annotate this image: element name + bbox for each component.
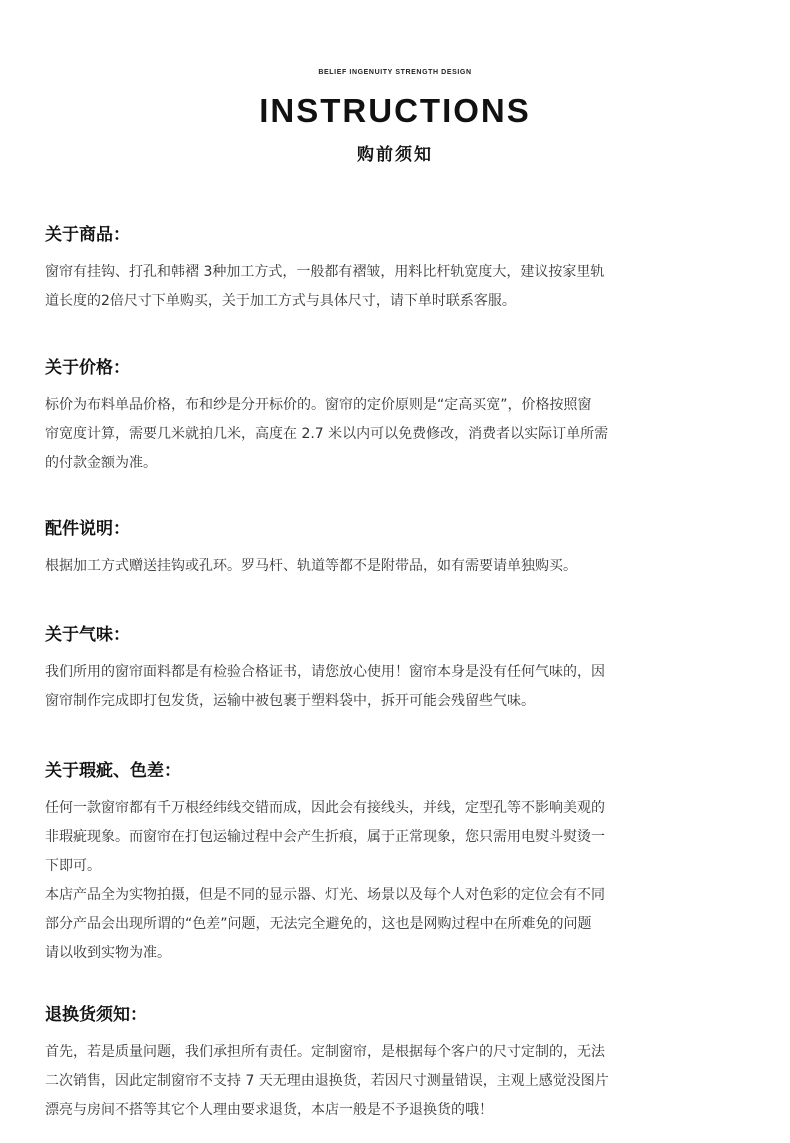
section-body: [45, 794, 750, 968]
page-title: INSTRUCTIONS: [259, 92, 531, 129]
body-line: 漂亮与房间不搭等其它个人理由要求退货，本店一般是不予退换货的哦！: [45, 1102, 493, 1118]
section-body: [45, 391, 750, 478]
section-accessories: [45, 518, 750, 581]
section-product: [45, 224, 750, 316]
body-line: 根据加工方式赠送挂钩或孔环。罗马杆、轨道等都不是附带品，如有需要请单独购买。: [45, 558, 577, 574]
body-line: 请以收到实物为准。: [45, 945, 171, 961]
body-line: 的付款金额为准。: [45, 455, 157, 471]
body-line: 非瑕疵现象。而窗帘在打包运输过程中会产生折痕，属于正常现象，您只需用电熨斗熨烫一: [45, 829, 605, 845]
body-line: 部分产品会出现所谓的“色差”问题，无法完全避免的，这也是网购过程中在所难免的问题: [45, 916, 592, 932]
section-body: [45, 658, 750, 716]
section-odor: [45, 624, 750, 716]
section-returns: [45, 1004, 750, 1125]
section-heading: 配件说明：: [45, 519, 130, 539]
body-line: 首先，若是质量问题，我们承担所有责任。定制窗帘，是根据每个客户的尺寸定制的，无法: [45, 1044, 605, 1060]
body-line: 标价为布料单品价格，布和纱是分开标价的。窗帘的定价原则是“定高买宽”，价格按照窗: [45, 397, 592, 413]
section-body: [45, 1038, 750, 1125]
body-line: 下即可。: [45, 858, 101, 874]
section-body: [45, 552, 750, 581]
section-body: [45, 258, 750, 316]
brand-tagline: BELIEF INGENUITY STRENGTH DESIGN: [318, 69, 472, 76]
section-defects-color: [45, 760, 750, 968]
body-line: 道长度的2倍尺寸下单购买，关于加工方式与具体尺寸，请下单时联系客服。: [45, 293, 516, 309]
body-line: 本店产品全为实物拍摄，但是不同的显示器、灯光、场景以及每个人对色彩的定位会有不同: [45, 887, 605, 903]
section-heading: 退换货须知：: [45, 1005, 147, 1025]
section-heading: 关于气味：: [45, 625, 130, 645]
body-line: 我们所用的窗帘面料都是有检验合格证书，请您放心使用！窗帘本身是没有任何气味的，因: [45, 664, 605, 680]
body-line: 任何一款窗帘都有千万根经纬线交错而成，因此会有接线头，并线，定型孔等不影响美观的: [45, 800, 605, 816]
body-line: 窗帘有挂钩、打孔和韩褶 3种加工方式，一般都有褶皱，用料比杆轨宽度大，建议按家里轨: [45, 264, 605, 280]
body-line: 帘宽度计算，需要几米就拍几米，高度在 2.7 米以内可以免费修改，消费者以实际订单所需: [45, 426, 609, 442]
section-heading: 关于瑕疵、色差：: [45, 761, 181, 781]
section-heading: 关于价格：: [45, 358, 130, 378]
page-subtitle: 购前须知: [357, 145, 433, 165]
body-line: 窗帘制作完成即打包发货，运输中被包裹于塑料袋中，拆开可能会残留些气味。: [45, 693, 535, 709]
section-heading: 关于商品：: [45, 225, 130, 245]
body-line: 二次销售，因此定制窗帘不支持 7 天无理由退换货，若因尺寸测量错误，主观上感觉没图片: [45, 1073, 609, 1089]
section-price: [45, 357, 750, 478]
